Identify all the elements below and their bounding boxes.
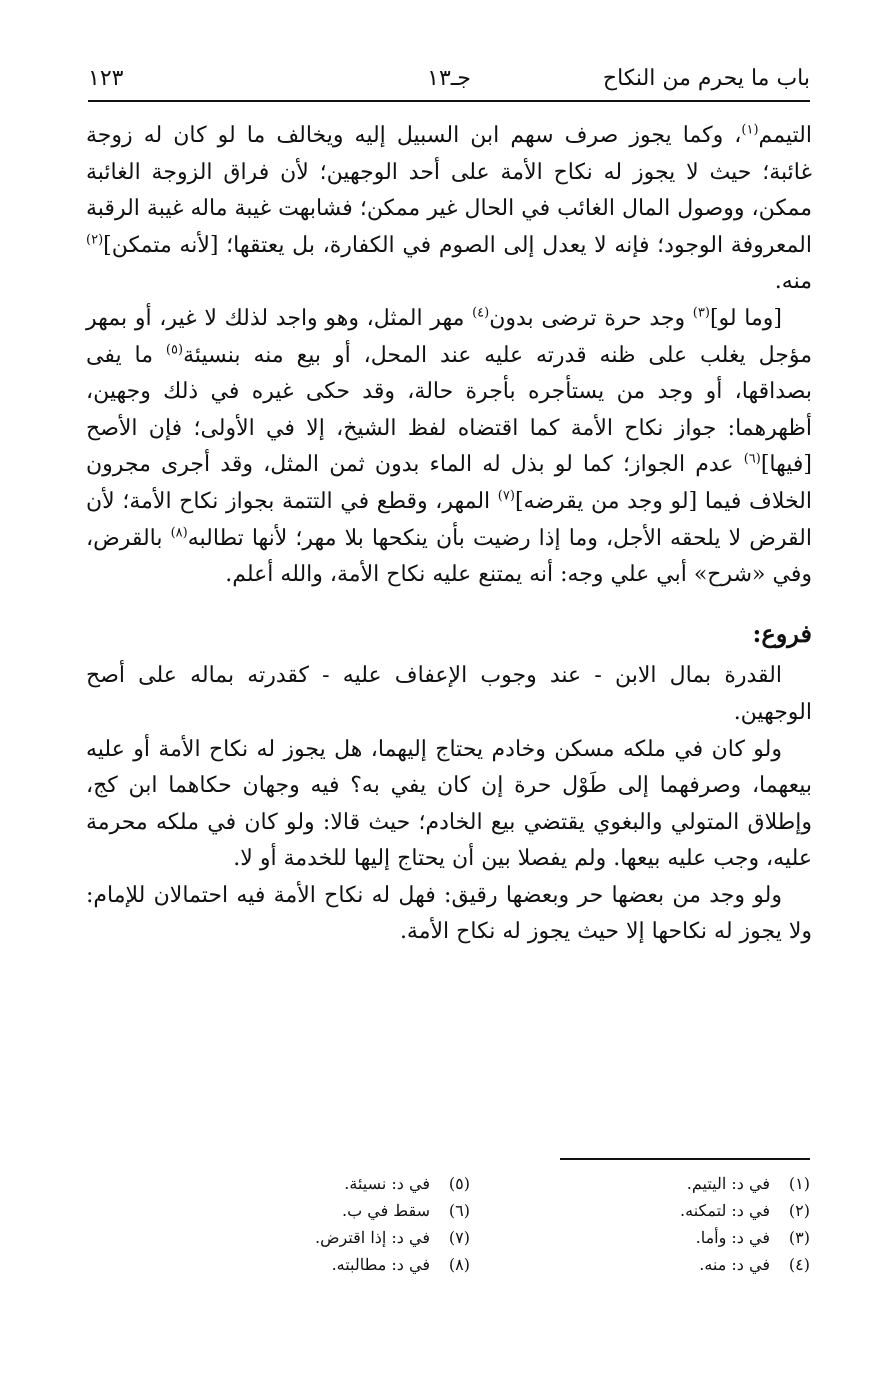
footnote (190, 1251, 470, 1278)
footnote-number: (١) (788, 1174, 810, 1193)
page-number: ١٢٣ (88, 66, 124, 91)
footnote-ref: (٧) (497, 488, 515, 504)
footnote-ref: (٥) (165, 342, 184, 358)
text-run: منه. (774, 269, 812, 295)
text-run: مهر المثل، وهو واجد لذلك لا غير، أو بمهر مؤجل يغلب على ظنه قدرته عليه عند المحل، أو بيع منه بنسيئة (86, 305, 813, 368)
footnote-column-right (530, 1170, 810, 1278)
footnote-text: في د: مطالبته. (331, 1255, 430, 1274)
text-run: [وما لو] (709, 305, 782, 331)
volume-label: جـ١٣ (427, 66, 471, 91)
footnote-column-left (190, 1170, 470, 1278)
footnote (530, 1197, 810, 1224)
main-text (86, 118, 812, 951)
footnote-text: في د: إذا اقترض. (315, 1228, 430, 1247)
text-run: ، وكما يجوز صرف سهم ابن السبيل إليه ويخالف ما لو كان له زوجة غائبة؛ حيث لا يجوز له نكاح الأمة على أحد الوجهين؛ لأن فراق الزوجة الغائبة ممكن، ووصول المال الغائب في الحال غير ممكن؛ فشابهت غيبة ماله غيبة الرقبة المعروفة الوجود؛ فإنه لا يعدل إلى الصوم في الكفارة، بل يعتقها؛ [لأنه متمكن] (86, 123, 812, 258)
paragraph-3: القدرة بمال الابن - عند وجوب الإعفاف عليه - كقدرته بماله على أصح الوجهين. (86, 663, 812, 725)
text-run: عدم الجواز؛ كما لو بذل له الماء بدون ثمن المثل، وقد أجرى مجرون الخلاف فيما [لو وجد من يقرضه] (86, 452, 812, 514)
footnote-text: في د: منه. (699, 1255, 770, 1274)
footnote-ref: (٢) (86, 232, 104, 248)
footnote (190, 1197, 470, 1224)
paragraph-5: ولو وجد من بعضها حر وبعضها رقيق: فهل له نكاح الأمة فيه احتمالان للإمام: ولا يجوز له نكاحها إلا حيث يجوز له نكاح الأمة. (86, 882, 812, 945)
footnote-number: (٤) (788, 1255, 810, 1274)
paragraph-1 (86, 118, 812, 301)
footnote-number: (٨) (448, 1255, 470, 1274)
footnote (190, 1170, 470, 1197)
footnote-text: في د: اليتيم. (686, 1174, 770, 1193)
footnote-number: (٧) (448, 1228, 470, 1247)
footnote-divider (560, 1158, 810, 1160)
footnote (530, 1224, 810, 1251)
footnotes (230, 1170, 810, 1310)
text-run: وجد حرة ترضى بدون (489, 305, 693, 331)
footnote-ref: (٦) (743, 452, 761, 468)
chapter-title: باب ما يحرم من النكاح (602, 66, 810, 91)
footnote (530, 1170, 810, 1197)
footnote-ref: (١) (741, 122, 759, 138)
footnote-number: (٢) (788, 1201, 810, 1220)
footnote-text: سقط في ب. (342, 1201, 430, 1220)
footnote (530, 1251, 810, 1278)
footnote-text: في د: نسيئة. (344, 1174, 430, 1193)
footnote-ref: (٤) (472, 305, 490, 321)
footnote-number: (٥) (448, 1174, 470, 1193)
paragraph-2 (86, 301, 812, 594)
footnote-text: في د: لتمكنه. (680, 1201, 770, 1220)
section-heading: فروع: (752, 618, 812, 648)
paragraph-4: ولو كان في ملكه مسكن وخادم يحتاج إليهما، هل يجوز له نكاح الأمة أو عليه بيعهما، وصرفهما إلى طَوْل حرة إن كان يفي به؟ فيه وجهان حكاهما ابن كج، وإطلاق المتولي والبغوي يقتضي بيع الخادم؛ حيث قالا: ولو كان في ملكه محرمة عليه، وجب عليه بيعها. ولم يفصلا بين أن يحتاج إليها للخدمة أو لا. (86, 736, 812, 872)
text-run: بالقرض، وفي «شرح» أبي علي وجه: أنه يمتنع عليه نكاح الأمة، والله أعلم. (86, 525, 812, 588)
footnote-text: في د: وأما. (695, 1228, 770, 1247)
page-header (88, 60, 810, 102)
footnote-number: (٦) (448, 1201, 470, 1220)
footnote-number: (٣) (788, 1228, 810, 1247)
text-run: المهر، وقطع في التتمة بجواز نكاح الأمة؛ لأن القرض لا يلحقه الأجل، وما إذا رضيت بأن ينكحها بلا مهر؛ لأنها تطالبه (86, 488, 812, 551)
text-run: التيمم (758, 123, 812, 148)
text-run: ما يفى بصداقها، أو وجد من يستأجره بأجرة حالة، وقد حكى غيره في ذلك وجهين، أظهرهما: جواز نكاح الأمة كما اقتضاه لفظ الشيخ، إلا في الأولى؛ فإن الأصح [فيها] (86, 342, 812, 478)
footnote (190, 1224, 470, 1251)
footnote-ref: (٨) (170, 525, 188, 541)
footnote-ref: (٣) (692, 305, 710, 321)
